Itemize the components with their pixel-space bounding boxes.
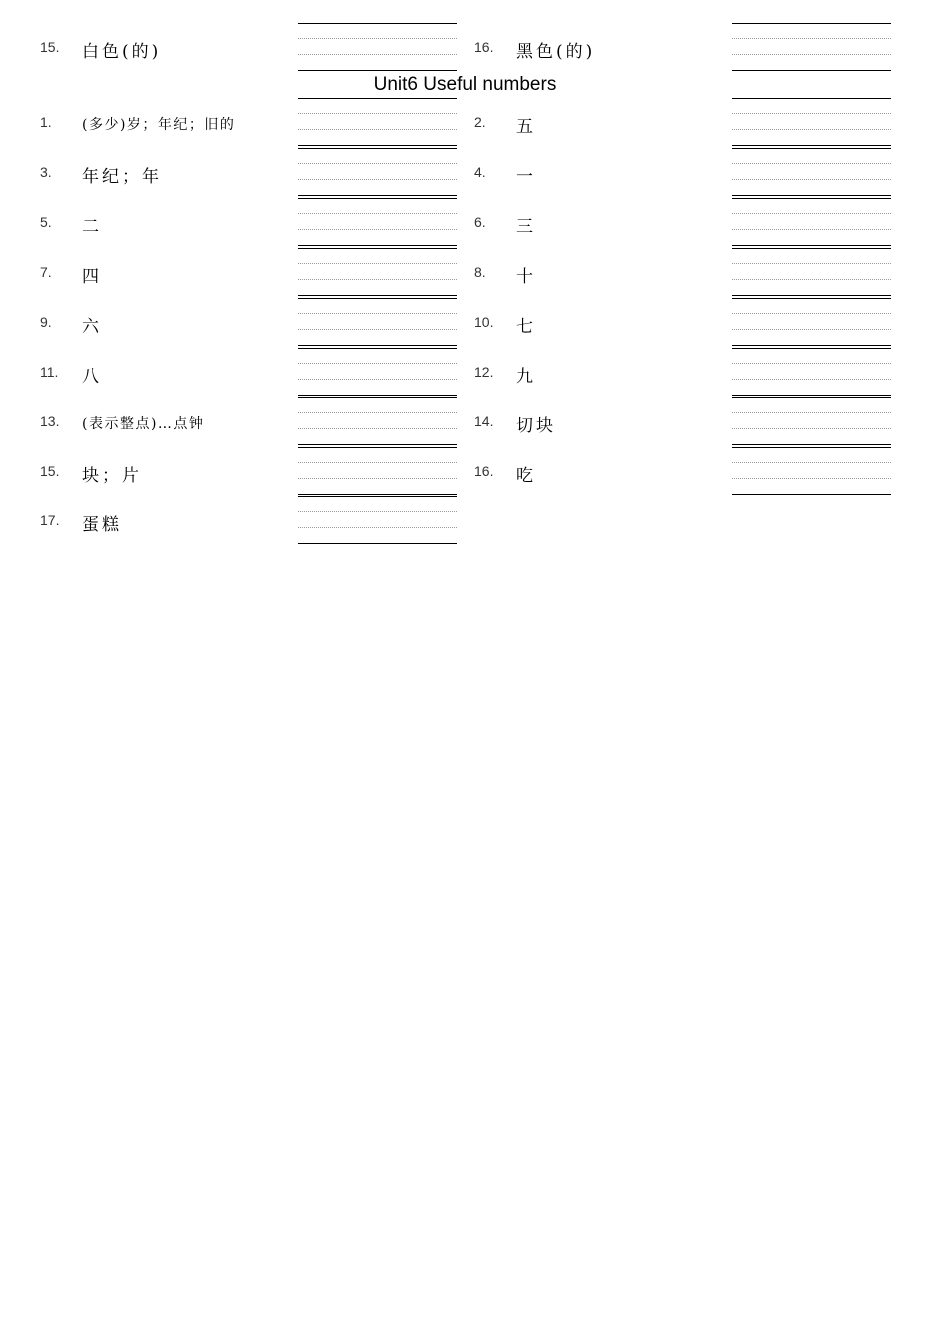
item-number: 17. (40, 512, 60, 528)
item-chinese: 块；片 (82, 466, 142, 486)
item-number: 9. (40, 314, 52, 330)
answer-lines[interactable] (298, 298, 457, 345)
answer-lines[interactable] (732, 248, 891, 295)
answer-lines[interactable] (298, 23, 457, 70)
item-number: 8. (474, 264, 486, 280)
answer-lines[interactable] (732, 348, 891, 395)
answer-lines[interactable] (732, 23, 891, 70)
answer-lines[interactable] (732, 298, 891, 345)
answer-lines[interactable] (732, 98, 891, 145)
item-chinese: 六 (82, 317, 102, 337)
answer-lines[interactable] (732, 198, 891, 245)
answer-lines[interactable] (732, 148, 891, 195)
item-chinese: 二 (82, 217, 102, 237)
item-chinese: 蛋糕 (82, 515, 122, 535)
item-chinese: 七 (516, 317, 536, 337)
item-number: 2. (474, 114, 486, 130)
item-number: 13. (40, 413, 60, 429)
item-chinese: 五 (516, 117, 536, 137)
answer-lines[interactable] (298, 496, 457, 543)
answer-lines[interactable] (298, 248, 457, 295)
unit-title: Unit6 Useful numbers (373, 74, 557, 95)
item-number: 16. (474, 463, 494, 479)
item-number: 10. (474, 314, 494, 330)
item-chinese: 十 (516, 267, 536, 287)
item-number: 6. (474, 214, 486, 230)
item-chinese: 年纪；年 (82, 167, 162, 187)
item-number: 7. (40, 264, 52, 280)
item-number: 15. (40, 463, 60, 479)
answer-lines[interactable] (298, 198, 457, 245)
item-chinese: 一 (516, 167, 536, 187)
item-number: 11. (40, 364, 59, 380)
item-number: 12. (474, 364, 494, 380)
answer-lines[interactable] (298, 98, 457, 145)
answer-lines[interactable] (732, 397, 891, 444)
answer-lines[interactable] (298, 397, 457, 444)
item-number: 4. (474, 164, 486, 180)
item-chinese: (多少)岁；年纪；旧的 (82, 117, 236, 133)
item-number: 3. (40, 164, 52, 180)
item-number: 14. (474, 413, 494, 429)
item-chinese: 九 (516, 367, 536, 387)
answer-lines[interactable] (298, 447, 457, 494)
item-number: 16. (474, 39, 494, 55)
item-number: 5. (40, 214, 52, 230)
answer-lines[interactable] (298, 148, 457, 195)
item-chinese: 吃 (516, 466, 536, 486)
item-chinese: (表示整点)…点钟 (82, 416, 205, 432)
item-number: 1. (40, 114, 52, 130)
item-chinese: 四 (82, 267, 102, 287)
answer-lines[interactable] (732, 447, 891, 494)
item-chinese: 白色(的) (82, 42, 162, 62)
item-number: 15. (40, 39, 60, 55)
item-chinese: 黑色(的) (516, 42, 596, 62)
item-chinese: 三 (516, 217, 536, 237)
item-chinese: 切块 (516, 416, 556, 436)
item-chinese: 八 (82, 367, 102, 387)
answer-lines[interactable] (298, 348, 457, 395)
